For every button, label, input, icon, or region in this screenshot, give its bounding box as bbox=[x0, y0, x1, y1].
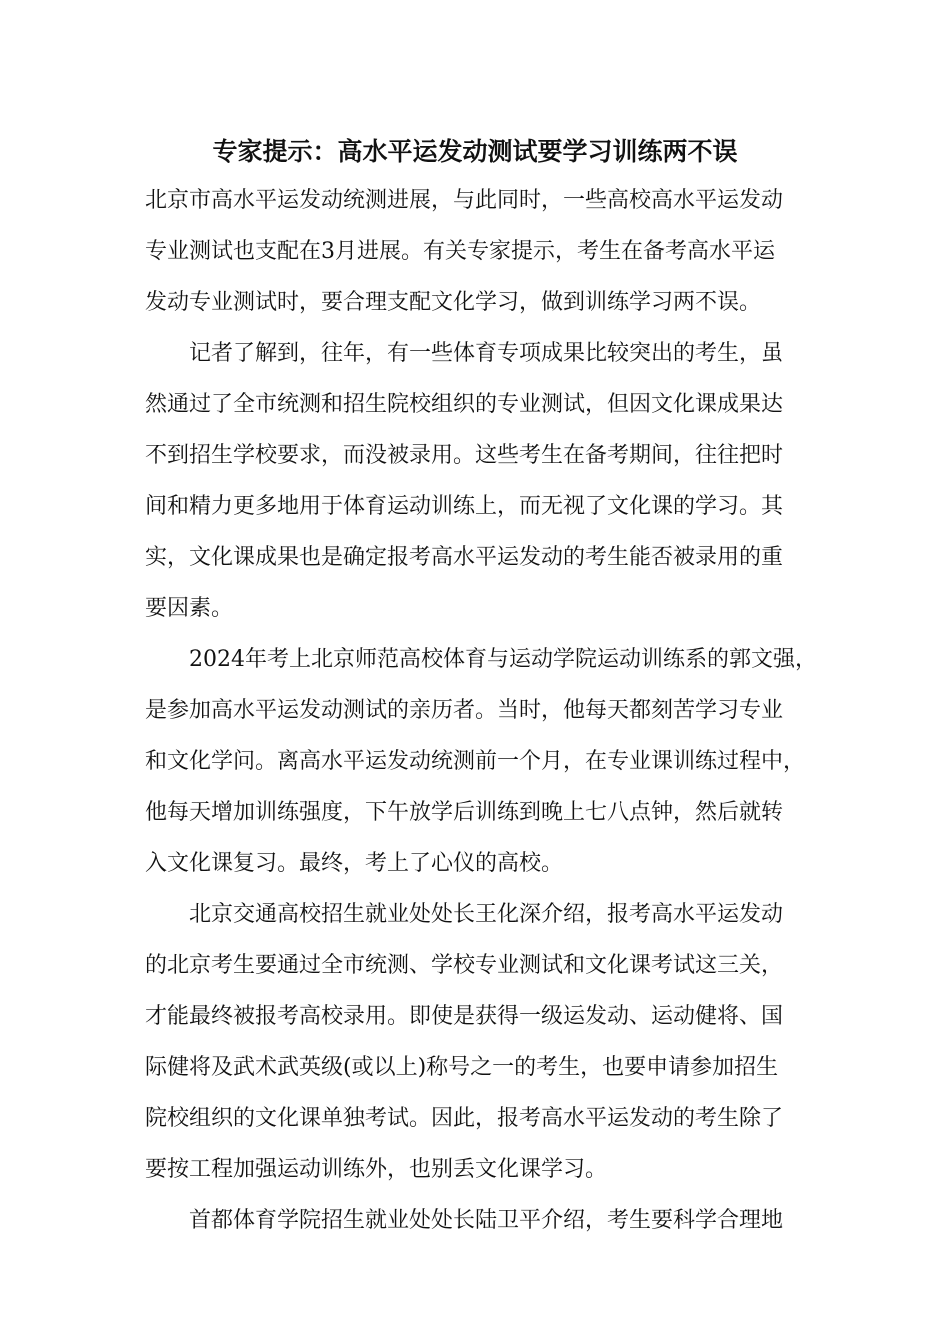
paragraph-line: 他每天增加训练强度，下午放学后训练到晚上七八点钟，然后就转 bbox=[145, 800, 784, 825]
paragraph-line: 专业测试也支配在3月进展。有关专家提示，考生在备考高水平运 bbox=[145, 239, 775, 264]
paragraph-line: 北京交通高校招生就业处处长王化深介绍，报考高水平运发动 bbox=[189, 902, 784, 927]
paragraph-line: 首都体育学院招生就业处处长陆卫平介绍，考生要科学合理地 bbox=[189, 1208, 784, 1233]
paragraph-line: 的北京考生要通过全市统测、学校专业测试和文化课考试这三关， bbox=[145, 953, 784, 978]
paragraph-line: 北京市高水平运发动统测进展，与此同时，一些高校高水平运发动 bbox=[145, 188, 784, 213]
paragraph-line: 是参加高水平运发动测试的亲历者。当时，他每天都刻苦学习专业 bbox=[145, 698, 784, 723]
paragraph-line: 和文化学问。离高水平运发动统测前一个月，在专业课训练过程中， bbox=[145, 749, 806, 774]
paragraph-line: 2024年考上北京师范高校体育与运动学院运动训练系的郭文强， bbox=[189, 647, 817, 672]
paragraph-line: 间和精力更多地用于体育运动训练上，而无视了文化课的学习。其 bbox=[145, 494, 784, 519]
paragraph-line: 发动专业测试时，要合理支配文化学习，做到训练学习两不误。 bbox=[145, 290, 762, 315]
document-title: 专家提示：高水平运发动测试要学习训练两不误 bbox=[212, 137, 738, 166]
paragraph-line: 要按工程加强运动训练外，也别丢文化课学习。 bbox=[145, 1157, 608, 1182]
paragraph-line: 院校组织的文化课单独考试。因此，报考高水平运发动的考生除了 bbox=[145, 1106, 784, 1131]
paragraph-line: 际健将及武术武英级(或以上)称号之一的考生，也要申请参加招生 bbox=[145, 1055, 779, 1080]
paragraph-line: 然通过了全市统测和招生院校组织的专业测试，但因文化课成果达 bbox=[145, 392, 784, 417]
paragraph-line: 记者了解到，往年，有一些体育专项成果比较突出的考生，虽 bbox=[189, 341, 784, 366]
paragraph-line: 要因素。 bbox=[145, 596, 234, 621]
paragraph-line: 实，文化课成果也是确定报考高水平运发动的考生能否被录用的重 bbox=[145, 545, 784, 570]
paragraph-line: 入文化课复习。最终，考上了心仪的高校。 bbox=[145, 851, 564, 876]
paragraph-line: 才能最终被报考高校录用。即使是获得一级运发动、运动健将、国 bbox=[145, 1004, 784, 1029]
paragraph-line: 不到招生学校要求，而没被录用。这些考生在备考期间，往往把时 bbox=[145, 443, 784, 468]
